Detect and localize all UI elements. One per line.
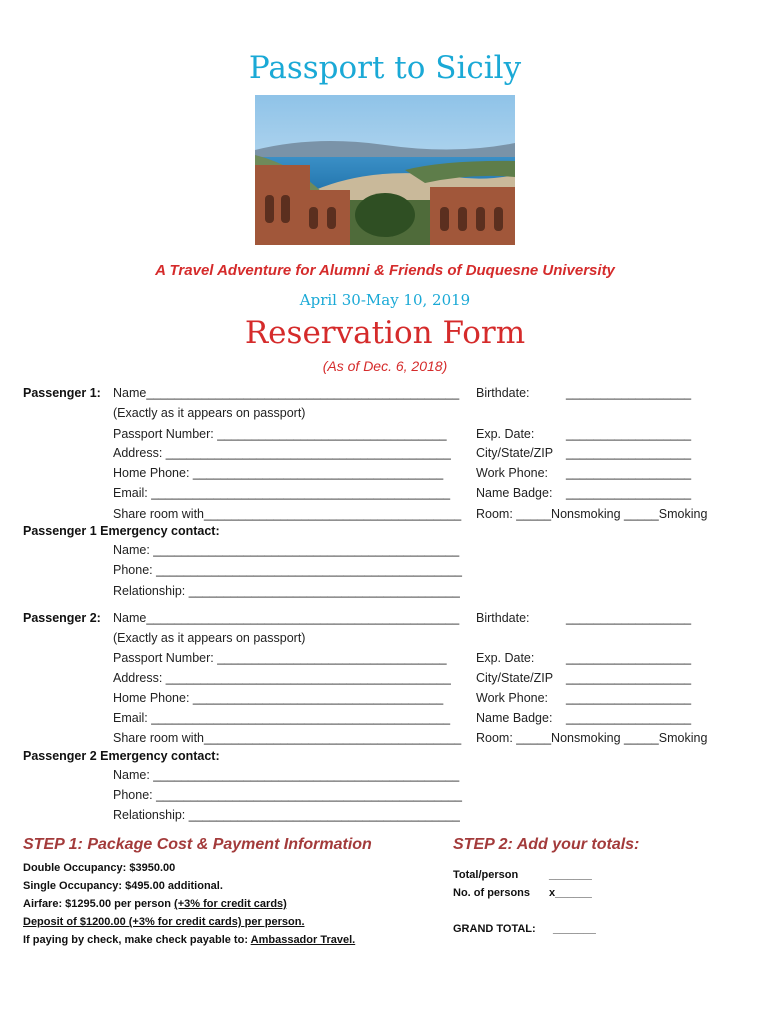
passenger2-label: Passenger 2:	[23, 611, 101, 625]
passenger2-emergency-name-field[interactable]: Name: ____________________________________________	[113, 768, 460, 782]
as-of-date: (As of Dec. 6, 2018)	[322, 358, 448, 374]
trip-dates: April 30-May 10, 2019	[299, 291, 471, 309]
passenger1-passport-note: (Exactly as it appears on passport)	[113, 406, 306, 420]
step1-heading: STEP 1: Package Cost & Payment Information	[23, 836, 372, 853]
step2-heading: STEP 2: Add your totals:	[453, 836, 640, 853]
passenger1-birthdate-label: Birthdate:	[476, 386, 530, 400]
passenger2-room-preference[interactable]: Room: _____Nonsmoking _____Smoking	[476, 731, 708, 745]
passenger2-share-room-field[interactable]: Share room with_____________________________________	[113, 731, 462, 745]
check-payable	[23, 934, 355, 946]
passenger1-name-field[interactable]: Name_____________________________________________	[113, 386, 460, 400]
deposit: Deposit of $1200.00 (+3% for credit cards) per person.	[23, 916, 305, 928]
passenger1-city-label: City/State/ZIP	[476, 446, 554, 460]
airfare-text: Airfare: $1295.00 per person	[23, 898, 175, 910]
passenger1-exp-date-field[interactable]: __________________	[566, 427, 692, 441]
passenger1-emergency-relationship-field[interactable]: Relationship: _______________________________________	[113, 584, 460, 598]
airfare-credit-note: (+3% for credit cards)	[174, 898, 287, 910]
passenger2-address-field[interactable]: Address: _________________________________________	[113, 671, 451, 685]
passenger2-work-phone-field[interactable]: __________________	[566, 691, 692, 705]
check-payable-text: If paying by check, make check payable to:	[23, 934, 251, 946]
passenger2-birthdate-label: Birthdate:	[476, 611, 530, 625]
passenger2-exp-date-label: Exp. Date:	[476, 651, 535, 665]
passenger2-birthdate-field[interactable]: __________________	[566, 611, 692, 625]
taormina-photo	[255, 95, 515, 245]
passenger1-work-phone-field[interactable]: __________________	[566, 466, 692, 480]
passenger1-emergency-name-field[interactable]: Name: ____________________________________________	[113, 543, 460, 557]
passenger2-emergency-phone-field[interactable]: Phone: ____________________________________________	[113, 788, 462, 802]
passenger1-emergency-label: Passenger 1 Emergency contact:	[23, 524, 220, 538]
passenger1-exp-date-label: Exp. Date:	[476, 427, 535, 441]
document-title: Passport to Sicily	[248, 50, 522, 86]
passenger2-email-field[interactable]: Email: ___________________________________________	[113, 711, 451, 725]
passenger1-email-field[interactable]: Email: ___________________________________________	[113, 486, 451, 500]
passenger2-exp-date-field[interactable]: __________________	[566, 651, 692, 665]
grand-total-label: GRAND TOTAL:	[453, 923, 536, 935]
form-title: Reservation Form	[244, 315, 526, 351]
double-occupancy: Double Occupancy: $3950.00	[23, 862, 176, 874]
passenger2-name-badge-field[interactable]: __________________	[566, 711, 692, 725]
total-per-person-label: Total/person	[453, 869, 519, 881]
passenger1-birthdate-field[interactable]: __________________	[566, 386, 692, 400]
passenger2-emergency-label: Passenger 2 Emergency contact:	[23, 749, 220, 763]
passenger1-room-preference[interactable]: Room: _____Nonsmoking _____Smoking	[476, 507, 708, 521]
passenger2-passport-note: (Exactly as it appears on passport)	[113, 631, 306, 645]
single-occupancy: Single Occupancy: $495.00 additional.	[23, 880, 223, 892]
total-per-person-field[interactable]: _______	[549, 869, 592, 881]
passenger1-emergency-phone-field[interactable]: Phone: ____________________________________________	[113, 563, 462, 577]
payee-name: Ambassador Travel.	[250, 934, 356, 946]
passenger2-name-field[interactable]: Name_____________________________________________	[113, 611, 460, 625]
passenger2-name-badge-label: Name Badge:	[476, 711, 553, 725]
airfare	[23, 898, 287, 910]
number-of-persons-field[interactable]: x______	[549, 887, 592, 899]
grand-total-field[interactable]: _______	[553, 923, 596, 935]
passenger1-label: Passenger 1:	[23, 386, 101, 400]
number-of-persons-label: No. of persons	[453, 887, 531, 899]
passenger2-emergency-relationship-field[interactable]: Relationship: _______________________________________	[113, 808, 460, 822]
passenger2-passport-field[interactable]: Passport Number: _________________________________	[113, 651, 447, 665]
passenger1-work-phone-label: Work Phone:	[476, 466, 549, 480]
passenger1-name-badge-field[interactable]: __________________	[566, 486, 692, 500]
passenger2-city-label: City/State/ZIP	[476, 671, 554, 685]
passenger2-home-phone-field[interactable]: Home Phone: ____________________________________	[113, 691, 444, 705]
passenger1-home-phone-field[interactable]: Home Phone: ____________________________________	[113, 466, 444, 480]
passenger2-work-phone-label: Work Phone:	[476, 691, 549, 705]
passenger2-city-field[interactable]: __________________	[566, 671, 692, 685]
passenger1-name-badge-label: Name Badge:	[476, 486, 553, 500]
passenger1-share-room-field[interactable]: Share room with_____________________________________	[113, 507, 462, 521]
passenger1-passport-field[interactable]: Passport Number: _________________________________	[113, 427, 447, 441]
subtitle: A Travel Adventure for Alumni & Friends of Duquesne University	[155, 262, 615, 279]
passenger1-city-field[interactable]: __________________	[566, 446, 692, 460]
passenger1-address-field[interactable]: Address: _________________________________________	[113, 446, 451, 460]
